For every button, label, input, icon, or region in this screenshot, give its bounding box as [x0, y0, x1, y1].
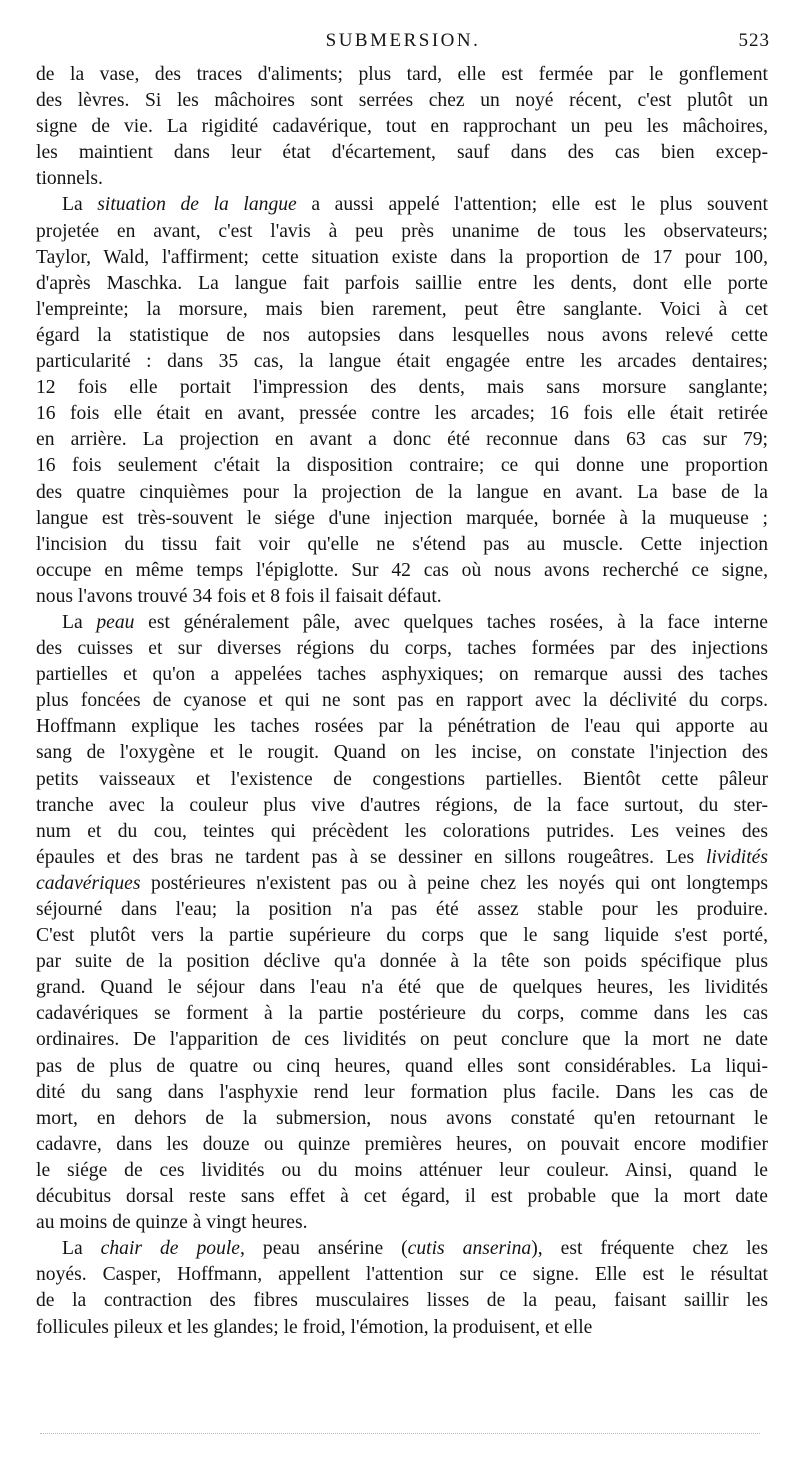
text-line: décubitus dorsal reste sans effet à cet égard, il est probable que la mort date [36, 1186, 768, 1208]
text-line: Taylor, Wald, l'affirment; cette situation existe dans la proportion de 17 pour 100, [36, 246, 768, 268]
text-line: La chair de poule, peau ansérine (cutis anserina), est fréquente chez les [62, 1238, 768, 1260]
text-line: C'est plutôt vers la partie supérieure du corps que le sang liquide s'est porté, [36, 925, 768, 947]
text-line: noyés. Casper, Hoffmann, appellent l'attention sur ce signe. Elle est le résultat [36, 1264, 768, 1286]
text-line: tionnels. [36, 168, 103, 190]
text-line: 16 fois elle était en avant, pressée contre les arcades; 16 fois elle était retirée [36, 403, 768, 425]
text-line: plus foncées de cyanose et qui ne sont pas en rapport avec la déclivité du corps. [36, 690, 768, 712]
text-line: partielles et qu'on a appelées taches asphyxiques; on remarque aussi des taches [36, 664, 768, 686]
text-line: La peau est généralement pâle, avec quelques taches rosées, à la face interne [62, 611, 768, 633]
text-line: particularité : dans 35 cas, la langue était engagée entre les arcades dentaires; [36, 351, 768, 373]
text-line: l'empreinte; la morsure, mais bien rarement, peut être sanglante. Voici à cet [36, 298, 768, 320]
text-line: des cuisses et sur diverses régions du corps, taches formées par des injections [36, 638, 768, 660]
text-line: l'incision du tissu fait voir qu'elle ne s'étend pas au muscle. Cette injection [36, 533, 768, 555]
text-line: des quatre cinquièmes pour la projection de la langue en avant. La base de la [36, 481, 768, 503]
page-header [36, 30, 770, 60]
text-line: La situation de la langue a aussi appelé l'attention; elle est le plus souvent [62, 194, 768, 216]
text-line: d'après Maschka. La langue fait parfois saillie entre les dents, dont elle porte [36, 272, 768, 294]
text-line: les maintient dans leur état d'écartement, sauf dans des cas bien excep- [36, 142, 768, 164]
text-line: épaules et des bras ne tardent pas à se dessiner en sillons rougeâtres. Les lividités [36, 846, 768, 868]
text-line: mort, en dehors de la submersion, nous avons constaté qu'en retournant le [36, 1107, 768, 1129]
paragraph [36, 610, 768, 1236]
text-line: de la vase, des traces d'aliments; plus tard, elle est fermée par le gonflement [36, 64, 768, 85]
text-line: cadavre, dans les douze ou quinze premières heures, on pouvait encore modifier [36, 1133, 768, 1155]
running-title: SUBMERSION. [325, 30, 481, 51]
text-line: 12 fois elle portait l'impression des dents, mais sans morsure sanglante; [36, 377, 768, 399]
text-line: Hoffmann explique les taches rosées par la pénétration de l'eau qui apporte au [36, 716, 768, 738]
text-line: occupe en même temps l'épiglotte. Sur 42 cas où nous avons recherché ce signe, [36, 559, 768, 581]
text-line: séjourné dans l'eau; la position n'a pas été assez stable pour les produire. [36, 899, 768, 920]
paragraph [36, 62, 768, 192]
paragraph [36, 192, 768, 610]
text-line: 16 fois seulement c'était la disposition contraire; ce qui donne une proportion [36, 455, 768, 477]
body-text [36, 62, 768, 1341]
text-line: au moins de quinze à vingt heures. [36, 1212, 308, 1234]
text-line: égard la statistique de nos autopsies dans lesquelles nous avons relevé cette [36, 324, 768, 346]
text-line: en arrière. La projection en avant a donc été reconnue dans 63 cas sur 79; [36, 429, 768, 451]
text-line: par suite de la position déclive qu'a donnée à la tête son poids spécifique plus [36, 951, 768, 973]
text-line: langue est très-souvent le siége d'une injection marquée, bornée à la muqueuse ; [36, 507, 768, 529]
text-line: sang de l'oxygène et le rougit. Quand on les incise, on constate l'injection des [36, 742, 768, 764]
text-line: des lèvres. Si les mâchoires sont serrées chez un noyé récent, c'est plutôt un [36, 90, 768, 112]
text-line: follicules pileux et les glandes; le froid, l'émotion, la produisent, et elle [36, 1316, 593, 1338]
text-line: tranche avec la couleur plus vive d'autres régions, de la face surtout, du ster- [36, 794, 768, 816]
text-line: grand. Quand le séjour dans l'eau n'a été que de quelques heures, les lividités [36, 977, 768, 999]
text-line: nous l'avons trouvé 34 fois et 8 fois il faisait défaut. [36, 585, 442, 607]
page-number: 523 [738, 30, 770, 51]
text-line: petits vaisseaux et l'existence de congestions partielles. Bientôt cette pâleur [36, 768, 768, 790]
text-line: de la contraction des fibres musculaires lisses de la peau, faisant saillir les [36, 1290, 768, 1312]
text-line: pas de plus de quatre ou cinq heures, quand elles sont considérables. La liqui- [36, 1055, 768, 1077]
text-line: ordinaires. De l'apparition de ces lividités on peut conclure que la mort ne date [36, 1029, 768, 1051]
text-line: cadavériques se forment à la partie postérieure du corps, comme dans les cas [36, 1003, 768, 1025]
text-line: dité du sang dans l'asphyxie rend leur formation plus facile. Dans les cas de [36, 1081, 768, 1103]
text-line: projetée en avant, c'est l'avis à peu près unanime de tous les observateurs; [36, 220, 768, 242]
text-line: signe de vie. La rigidité cadavérique, tout en rapprochant un peu les mâchoires, [36, 116, 768, 138]
footer-divider [40, 1433, 760, 1434]
text-line: num et du cou, teintes qui précèdent les colorations putrides. Les veines des [36, 820, 768, 842]
text-line: le siége de ces lividités ou du moins atténuer leur couleur. Ainsi, quand le [36, 1159, 768, 1181]
paragraph [36, 1236, 768, 1340]
text-line: cadavériques postérieures n'existent pas ou à peine chez les noyés qui ont longtemps [36, 872, 768, 894]
